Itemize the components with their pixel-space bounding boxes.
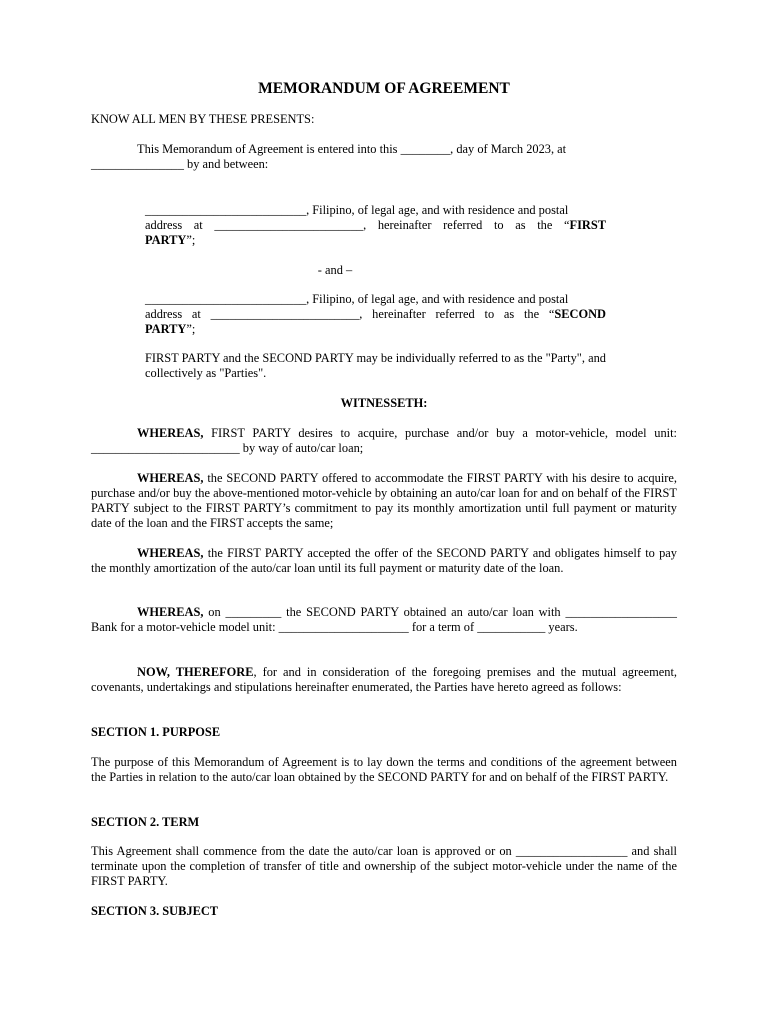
whereas-clause-4: WHEREAS, on _________ the SECOND PARTY obtained an auto/car loan with __________________ Bank for a motor-vehicle model unit: _____________________ for a term of ___________ years. xyxy=(91,605,677,634)
know-all-men-line: KNOW ALL MEN BY THESE PRESENTS: xyxy=(91,112,315,126)
second-party-line-1: __________________________, Filipino, of legal age, and with residence and postal xyxy=(145,292,569,306)
first-party-line-3: PARTY”; xyxy=(145,233,196,247)
whereas-clause-1: WHEREAS, FIRST PARTY desires to acquire, purchase and/or buy a motor-vehicle, model unit: ________________________ by way of auto/car loan; xyxy=(91,426,677,455)
section-1-body: The purpose of this Memorandum of Agreement is to lay down the terms and conditions of the agreement between the Parties in relation to the auto/car loan obtained by the SECOND PARTY for and on behalf of the FIRST PARTY. xyxy=(91,755,677,784)
section-2-heading: SECTION 2. TERM xyxy=(91,815,200,829)
whereas-clause-3: WHEREAS, the FIRST PARTY accepted the offer of the SECOND PARTY and obligates himself to pay the monthly amortization of the auto/car loan until its full payment or maturity date of the loan. xyxy=(91,546,677,575)
document-title: MEMORANDUM OF AGREEMENT xyxy=(258,80,510,97)
whereas-clause-2: WHEREAS, the SECOND PARTY offered to accommodate the FIRST PARTY with his desire to acquire, purchase and/or buy the above-mentioned motor-vehicle by obtaining an auto/car loan for and on behalf of the FIRST PARTY subject to the FIRST PARTY’s commitment to pay its monthly amortization until full payment or maturity date of the loan and the FIRST accepts the same; xyxy=(91,471,677,530)
intro-line-2: _______________ by and between: xyxy=(91,157,269,171)
section-3-heading: SECTION 3. SUBJECT xyxy=(91,904,219,918)
second-party-line-3: PARTY”; xyxy=(145,322,196,336)
and-separator: - and – xyxy=(317,263,353,277)
intro-line-1: This Memorandum of Agreement is entered into this ________, day of March 2023, at xyxy=(137,142,567,156)
parties-note: FIRST PARTY and the SECOND PARTY may be individually referred to as the "Party", and collectively as "Parties". xyxy=(145,351,606,380)
second-party-line-2: address at ________________________, hereinafter referred to as the “SECOND xyxy=(145,307,606,321)
now-therefore-clause: NOW, THEREFORE, for and in consideration of the foregoing premises and the mutual agreement, covenants, undertakings and stipulations hereinafter enumerated, the Parties have hereto agreed as follows: xyxy=(91,665,677,694)
first-party-line-1: __________________________, Filipino, of legal age, and with residence and postal xyxy=(145,203,569,217)
section-2-body: This Agreement shall commence from the date the auto/car loan is approved or on __________________ and shall terminate upon the completion of transfer of title and ownership of the subject motor-vehicle under the name of the FIRST PARTY. xyxy=(91,844,677,888)
first-party-line-2: address at ________________________, hereinafter referred to as the “FIRST xyxy=(145,218,606,232)
section-1-heading: SECTION 1. PURPOSE xyxy=(91,725,221,739)
witnesseth-heading: WITNESSETH: xyxy=(340,396,428,410)
